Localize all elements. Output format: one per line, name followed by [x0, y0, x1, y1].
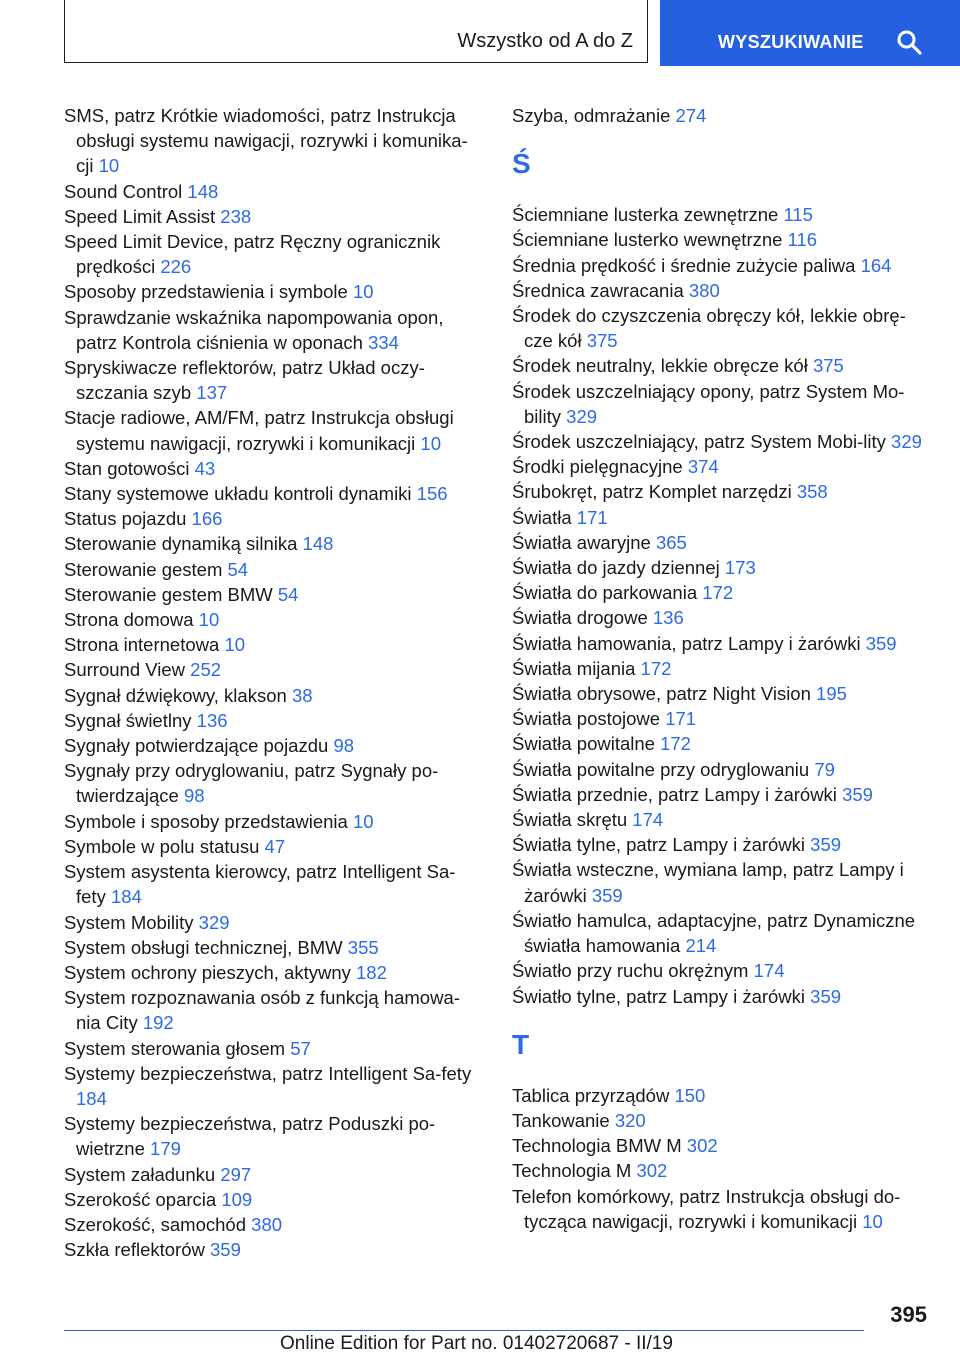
index-entry	[64, 1162, 484, 1187]
index-list-right-pre	[512, 103, 932, 128]
index-entry	[512, 303, 932, 353]
page-reference-link[interactable]: 172	[702, 582, 734, 604]
entry-term: Speed Limit Assist	[64, 205, 216, 227]
page-reference-link[interactable]: 109	[221, 1188, 253, 1210]
footer-edition: Online Edition for Part no. 01402720687 - II/19	[280, 1333, 673, 1354]
entry-term: Środek neutralny, lekkie obręcze kół	[512, 355, 808, 377]
page-reference-link[interactable]: 334	[368, 331, 399, 353]
entry-term: Systemy bezpieczeństwa, patrz Intelligent Sa-fety	[64, 1062, 472, 1084]
page-reference-link[interactable]: 238	[220, 205, 252, 227]
page-reference-link[interactable]: 10	[352, 281, 374, 303]
entry-term: Tablica przyrządów	[512, 1084, 670, 1106]
index-entry	[512, 555, 932, 580]
entry-term: Światła do parkowania	[512, 582, 698, 604]
page-reference-link[interactable]: 54	[277, 583, 299, 605]
index-entry	[512, 782, 932, 807]
footer-divider	[64, 1330, 864, 1331]
index-entry	[64, 1187, 484, 1212]
entry-term: Technologia M	[512, 1160, 632, 1182]
index-entry	[512, 278, 932, 303]
entry-term: Technologia BMW M	[512, 1135, 682, 1157]
entry-term: Sygnały przy odryglowaniu, patrz Sygnały po-twierdzające	[64, 760, 439, 807]
index-entry	[64, 935, 484, 960]
index-entry	[64, 582, 484, 607]
page-reference-link[interactable]: 359	[810, 985, 842, 1007]
entry-term: Ściemniane lusterko wewnętrzne	[512, 229, 783, 251]
entry-term: Światło hamulca, adaptacyjne, patrz Dynamiczne światła hamowania	[512, 909, 916, 957]
index-entry	[64, 1036, 484, 1061]
page-reference-link[interactable]: 166	[191, 508, 223, 530]
entry-term: Surround View	[64, 659, 186, 681]
page-reference-link[interactable]: 171	[576, 506, 608, 528]
index-entry	[512, 1158, 932, 1183]
index-entry	[64, 985, 484, 1035]
index-entry	[512, 103, 932, 128]
entry-term: Światła tylne, patrz Lampy i żarówki	[512, 834, 806, 856]
index-entry	[512, 605, 932, 630]
page-reference-link[interactable]: 38	[291, 684, 313, 706]
index-entry	[64, 683, 484, 708]
index-entry	[64, 657, 484, 682]
page-reference-link[interactable]: 320	[614, 1109, 646, 1131]
page-reference-link[interactable]: 179	[150, 1138, 181, 1160]
index-entry	[512, 757, 932, 782]
page-reference-link[interactable]: 380	[251, 1213, 283, 1235]
section-letter-t: T	[512, 1028, 530, 1060]
index-entry	[64, 531, 484, 556]
index-entry	[64, 708, 484, 733]
tab-a-to-z-label: Wszystko od A do Z	[457, 30, 633, 52]
page-reference-link[interactable]: 156	[416, 483, 448, 505]
page-reference-link[interactable]: 136	[652, 607, 684, 629]
entry-term: SMS, patrz Krótkie wiadomości, patrz Instrukcja obsługi systemu nawigacji, rozrywki i komunika-cji	[64, 105, 468, 177]
index-entry	[512, 1184, 932, 1234]
index-entry	[512, 631, 932, 656]
entry-term: Światła wsteczne, wymiana lamp, patrz Lampy i żarówki	[512, 859, 904, 906]
entry-term: Strona domowa	[64, 609, 194, 631]
index-entry	[64, 179, 484, 204]
entry-term: Szyba, odmrażanie	[512, 105, 671, 126]
index-entry	[64, 834, 484, 859]
entry-term: Sterowanie gestem BMW	[64, 583, 273, 605]
index-entry	[64, 758, 484, 808]
entry-term: Średnica zawracania	[512, 279, 684, 301]
entry-term: Światła postojowe	[512, 708, 661, 730]
entry-term: Szerokość, samochód	[64, 1213, 247, 1235]
index-list-t	[512, 1083, 932, 1234]
page-reference-link[interactable]: 173	[724, 557, 756, 579]
entry-term: Światło tylne, patrz Lampy i żarówki	[512, 985, 806, 1007]
index-entry	[512, 429, 932, 454]
index-entry	[64, 557, 484, 582]
entry-term: Światła awaryjne	[512, 531, 651, 553]
entry-term: Tankowanie	[512, 1109, 610, 1131]
index-entry	[64, 960, 484, 985]
page-reference-link[interactable]: 116	[787, 229, 818, 251]
page-reference-link[interactable]: 302	[686, 1135, 718, 1157]
entry-term: Szkła reflektorów	[64, 1239, 205, 1261]
index-entry	[512, 908, 932, 958]
index-entry	[64, 481, 484, 506]
index-entry	[64, 859, 484, 909]
index-entry	[512, 379, 932, 429]
index-entry	[512, 479, 932, 504]
index-entry	[512, 706, 932, 731]
page-reference-link[interactable]: 359	[210, 1239, 241, 1261]
entry-term: Śrubokręt, patrz Komplet narzędzi	[512, 481, 792, 503]
entry-term: Szerokość oparcia	[64, 1188, 217, 1210]
index-entry	[512, 731, 932, 756]
page-reference-link[interactable]: 195	[816, 683, 847, 705]
entry-term: Sound Control	[64, 180, 183, 202]
index-entry	[512, 1133, 932, 1158]
entry-term: Sterowanie gestem	[64, 558, 223, 580]
index-entry	[64, 1111, 484, 1161]
page-reference-link[interactable]: 374	[687, 456, 719, 478]
page-reference-link[interactable]: 43	[194, 457, 216, 479]
page-reference-link[interactable]: 54	[227, 558, 249, 580]
index-entry	[512, 454, 932, 479]
page-reference-link[interactable]: 148	[302, 533, 334, 555]
index-entry	[512, 1083, 932, 1108]
page-reference-link[interactable]: 297	[220, 1163, 252, 1185]
entry-term: Światła do jazdy dziennej	[512, 557, 720, 579]
page-reference-link[interactable]: 98	[333, 735, 355, 757]
index-entry	[64, 405, 484, 455]
page-reference-link[interactable]: 172	[640, 657, 672, 679]
index-entry	[64, 506, 484, 531]
index-entry	[512, 202, 932, 227]
index-entry	[64, 1061, 484, 1111]
page-reference-link[interactable]: 136	[196, 709, 228, 731]
index-list-s-acute	[512, 202, 932, 1009]
index-entry	[512, 656, 932, 681]
index-entry	[64, 355, 484, 405]
page-reference-link[interactable]: 355	[347, 936, 379, 958]
entry-term: Telefon komórkowy, patrz Instrukcja obsługi do-tycząca nawigacji, rozrywki i komunikacji	[512, 1185, 901, 1232]
index-entry	[512, 832, 932, 857]
entry-term: System rozpoznawania osób z funkcją hamowa-nia City	[64, 987, 460, 1034]
entry-term: Światła skrętu	[512, 809, 628, 831]
page-reference-link[interactable]: 174	[753, 960, 785, 982]
index-column-right	[512, 103, 932, 1234]
index-entry	[64, 229, 484, 279]
entry-term: Systemy bezpieczeństwa, patrz Poduszki po-wietrzne	[64, 1113, 436, 1160]
page-reference-link[interactable]: 172	[660, 733, 691, 755]
page-reference-link[interactable]: 192	[142, 1012, 174, 1034]
entry-term: Symbole i sposoby przedstawienia	[64, 810, 348, 832]
page-reference-link[interactable]: 115	[783, 204, 813, 226]
index-entry	[64, 456, 484, 481]
index-entry	[512, 807, 932, 832]
entry-term: Światła drogowe	[512, 607, 648, 629]
entry-term: Środek uszczelniający, patrz System Mobi-lity	[512, 431, 886, 453]
entry-term: Strona internetowa	[64, 634, 220, 656]
entry-term: Stacje radiowe, AM/FM, patrz Instrukcja obsługi systemu nawigacji, rozrywki i komunikacji	[64, 407, 454, 454]
page-reference-link[interactable]: 184	[110, 886, 142, 908]
index-entry	[64, 809, 484, 834]
entry-term: Światło przy ruchu okrężnym	[512, 960, 749, 982]
page-reference-link[interactable]: 375	[586, 330, 618, 352]
page-header	[0, 0, 960, 66]
page-reference-link[interactable]: 184	[76, 1087, 107, 1109]
index-entry	[64, 733, 484, 758]
page-number: 395	[890, 1302, 927, 1327]
page-reference-link[interactable]: 214	[685, 935, 717, 957]
index-entry	[512, 984, 932, 1009]
page-reference-link[interactable]: 359	[810, 834, 842, 856]
page-reference-link[interactable]: 226	[160, 256, 192, 278]
index-entry	[64, 607, 484, 632]
page-reference-link[interactable]: 150	[674, 1084, 706, 1106]
entry-term: Speed Limit Device, patrz Ręczny ogranicznik prędkości	[64, 231, 441, 278]
page-reference-link[interactable]: 10	[862, 1210, 883, 1232]
page-reference-link[interactable]: 302	[636, 1160, 668, 1182]
page-reference-link[interactable]: 79	[814, 758, 835, 780]
page-reference-link[interactable]: 182	[356, 961, 387, 983]
tab-search-label: WYSZUKIWANIE	[718, 32, 864, 52]
index-entry	[512, 227, 932, 252]
page-reference-link[interactable]: 10	[420, 432, 441, 454]
page-reference-link[interactable]: 10	[198, 609, 220, 631]
index-entry	[64, 1237, 484, 1262]
index-list-left	[64, 103, 484, 1262]
entry-term: Światła powitalne	[512, 733, 655, 755]
entry-term: Spryskiwacze reflektorów, patrz Układ oczy-szczania szyb	[64, 357, 425, 404]
entry-term: Światła mijania	[512, 657, 636, 679]
search-icon	[896, 29, 922, 55]
entry-term: System Mobility	[64, 911, 194, 933]
entry-term: Status pojazdu	[64, 508, 187, 530]
page-reference-link[interactable]: 98	[183, 785, 205, 807]
section-letter-s-acute: Ś	[512, 148, 531, 180]
entry-term: System ochrony pieszych, aktywny	[64, 961, 351, 983]
page-reference-link[interactable]: 359	[591, 884, 623, 906]
page-reference-link[interactable]: 329	[198, 911, 230, 933]
page-reference-link[interactable]: 358	[796, 481, 828, 503]
page-reference-link[interactable]: 359	[865, 632, 897, 654]
page-reference-link[interactable]: 359	[842, 783, 873, 805]
page-reference-link[interactable]: 10	[352, 810, 374, 832]
entry-term: Światła obrysowe, patrz Night Vision	[512, 683, 811, 705]
page-reference-link[interactable]: 380	[688, 279, 720, 301]
page-reference-link[interactable]: 10	[98, 155, 120, 177]
index-entry	[64, 305, 484, 355]
index-entry	[512, 681, 932, 706]
index-entry	[64, 1212, 484, 1237]
index-entry	[512, 530, 932, 555]
page-reference-link[interactable]: 174	[632, 809, 664, 831]
page-reference-link[interactable]: 57	[290, 1037, 311, 1059]
entry-term: Środek do czyszczenia obręczy kół, lekkie obrę-cze kół	[512, 305, 906, 352]
entry-term: Ściemniane lusterka zewnętrzne	[512, 204, 779, 226]
entry-term: System asystenta kierowcy, patrz Intelligent Sa-fety	[64, 861, 456, 908]
tab-a-to-z[interactable]	[64, 0, 648, 63]
entry-term: Średnia prędkość i średnie zużycie paliwa	[512, 254, 856, 276]
index-entry	[512, 505, 932, 530]
entry-term: Symbole w polu statusu	[64, 835, 260, 857]
entry-term: System załadunku	[64, 1163, 216, 1185]
tab-search[interactable]	[660, 0, 960, 66]
page-reference-link[interactable]: 329	[566, 405, 598, 427]
entry-term: Światła powitalne przy odryglowaniu	[512, 758, 810, 780]
page-reference-link[interactable]: 10	[224, 634, 246, 656]
entry-term: System obsługi technicznej, BMW	[64, 936, 343, 958]
index-entry	[512, 253, 932, 278]
entry-term: Sposoby przedstawienia i symbole	[64, 281, 348, 303]
index-entry	[512, 1108, 932, 1133]
entry-term: Stany systemowe układu kontroli dynamiki	[64, 483, 412, 505]
entry-term: Światła przednie, patrz Lampy i żarówki	[512, 783, 837, 805]
index-entry	[64, 204, 484, 229]
index-entry	[64, 279, 484, 304]
index-entry	[64, 103, 484, 179]
entry-term: Sygnał dźwiękowy, klakson	[64, 684, 287, 706]
page-reference-link[interactable]: 148	[187, 180, 219, 202]
index-entry	[64, 910, 484, 935]
page-reference-link[interactable]: 47	[264, 835, 286, 857]
entry-term: Światła	[512, 506, 572, 528]
entry-term: System sterowania głosem	[64, 1037, 286, 1059]
entry-term: Sygnał świetlny	[64, 709, 192, 731]
index-column-left	[64, 103, 484, 1262]
entry-term: Sygnały potwierdzające pojazdu	[64, 735, 329, 757]
entry-term: Stan gotowości	[64, 457, 190, 479]
page-reference-link[interactable]: 375	[812, 355, 844, 377]
entry-term: Środki pielęgnacyjne	[512, 456, 683, 478]
entry-term: Sprawdzanie wskaźnika napompowania opon, patrz Kontrola ciśnienia w oponach	[64, 306, 444, 353]
index-entry	[64, 632, 484, 657]
index-entry	[512, 857, 932, 907]
index-entry	[512, 958, 932, 983]
page-reference-link[interactable]: 171	[665, 708, 697, 730]
page-reference-link[interactable]: 252	[190, 659, 222, 681]
page-reference-link[interactable]: 137	[196, 382, 228, 404]
page-reference-link[interactable]: 329	[891, 431, 922, 453]
page-reference-link[interactable]: 365	[655, 531, 687, 553]
page-reference-link[interactable]: 274	[675, 105, 707, 126]
index-entry	[512, 353, 932, 378]
page-reference-link[interactable]: 164	[860, 254, 892, 276]
entry-term: Światła hamowania, patrz Lampy i żarówki	[512, 632, 861, 654]
entry-term: Środek uszczelniający opony, patrz System Mo-bility	[512, 380, 905, 427]
entry-term: Sterowanie dynamiką silnika	[64, 533, 298, 555]
index-entry	[512, 580, 932, 605]
